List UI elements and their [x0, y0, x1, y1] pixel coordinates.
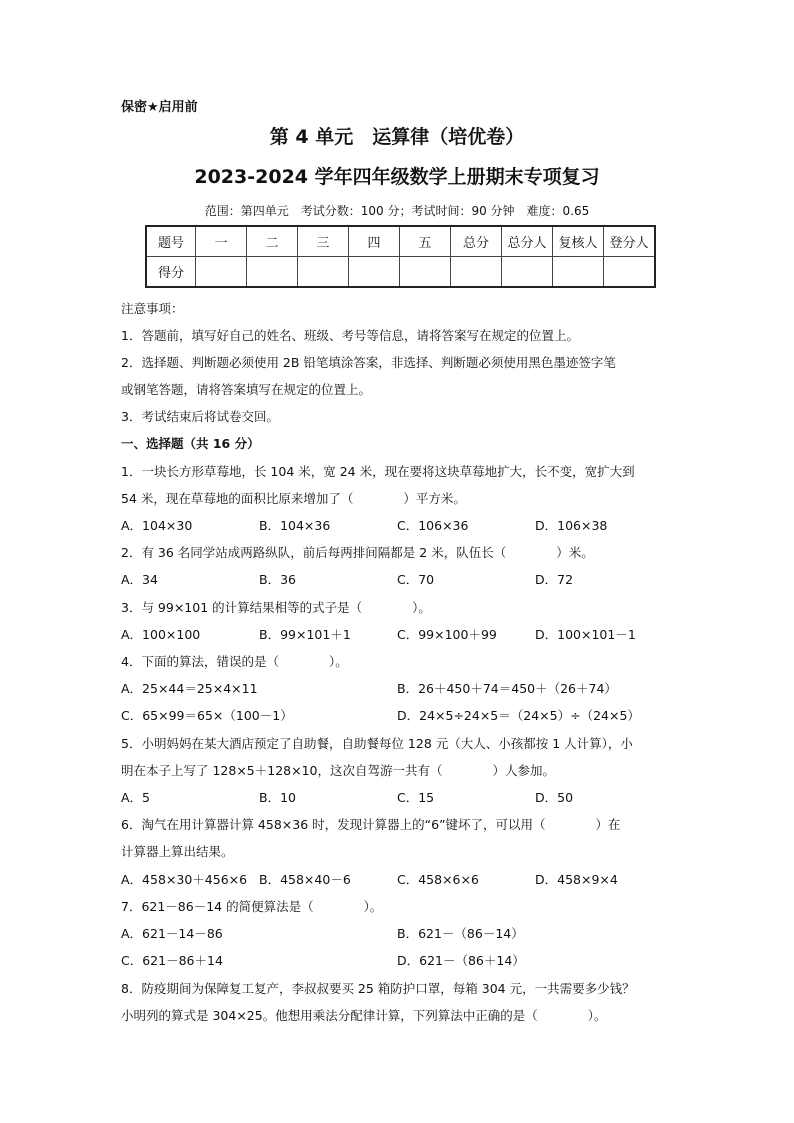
option-b[interactable]: B．10	[259, 790, 296, 805]
score-input-cell[interactable]	[604, 257, 656, 288]
score-input-cell[interactable]	[196, 257, 247, 288]
option-c[interactable]: C．99×100＋99	[397, 627, 497, 642]
option-a[interactable]: A．34	[121, 572, 158, 587]
option-a[interactable]: A．100×100	[121, 627, 201, 642]
option-c[interactable]: C．106×36	[397, 518, 469, 533]
score-cell: 二	[247, 226, 298, 257]
score-input-cell[interactable]	[502, 257, 553, 288]
option-a[interactable]: A．458×30＋456×6	[121, 872, 248, 887]
option-d[interactable]: D．458×9×4	[535, 872, 618, 887]
option-a[interactable]: A．25×44＝25×4×11	[121, 681, 258, 696]
option-c[interactable]: C．621－86＋14	[121, 953, 223, 968]
score-cell: 题号	[146, 226, 196, 257]
question-text: 8．防疫期间为保障复工复产，李叔叔要买 25 箱防护口罩，每箱 304 元，一共需要多少钱？	[121, 981, 635, 996]
question-text: 2．有 36 名同学站成两路纵队，前后每两排间隔都是 2 米，队伍长（ ）米。	[121, 545, 594, 560]
option-d[interactable]: D．24×5÷24×5＝（24×5）÷（24×5）	[397, 708, 640, 723]
score-input-cell[interactable]	[451, 257, 502, 288]
confidential-mark: 保密★启用前	[121, 100, 198, 115]
option-c[interactable]: C．458×6×6	[397, 872, 479, 887]
question-text: 小明列的算式是 304×25。他想用乘法分配律计算，下列算法中正确的是（ ）。	[121, 1008, 607, 1023]
note-item: 3．考试结束后将试卷交回。	[121, 409, 279, 424]
question-text: 计算器上算出结果。	[121, 844, 234, 859]
option-d[interactable]: D．621－（86＋14）	[397, 953, 525, 968]
score-cell: 总分人	[502, 226, 553, 257]
option-a[interactable]: A．5	[121, 790, 151, 805]
score-cell: 得分	[146, 257, 196, 288]
note-item: 2．选择题、判断题必须使用 2B 铅笔填涂答案，非选择、判断题必须使用黑色墨迹签字笔	[121, 355, 616, 370]
score-input-cell[interactable]	[247, 257, 298, 288]
score-input-cell[interactable]	[553, 257, 604, 288]
score-cell: 复核人	[553, 226, 604, 257]
score-cell: 登分人	[604, 226, 656, 257]
question-text: 3．与 99×101 的计算结果相等的式子是（ ）。	[121, 600, 431, 615]
exam-title: 第 4 单元 运算律（培优卷）	[269, 126, 525, 148]
question-text: 5．小明妈妈在某大酒店预定了自助餐，自助餐每位 128 元（大人、小孩都按 1 人计算），小	[121, 736, 633, 751]
option-b[interactable]: B．621－（86－14）	[397, 926, 524, 941]
option-d[interactable]: D．106×38	[535, 518, 608, 533]
option-a[interactable]: A．621－14－86	[121, 926, 223, 941]
question-text: 1．一块长方形草莓地，长 104 米，宽 24 米，现在要将这块草莓地扩大，长不变，宽扩大到	[121, 464, 635, 479]
option-c[interactable]: C．70	[397, 572, 435, 587]
score-table	[145, 225, 656, 288]
notes-heading: 注意事项：	[121, 301, 184, 316]
score-cell: 一	[196, 226, 247, 257]
note-item: 或钢笔答题，请将答案填写在规定的位置上。	[121, 382, 372, 397]
score-input-cell[interactable]	[349, 257, 400, 288]
question-text: 明在本子上写了 128×5＋128×10，这次自驾游一共有（ ）人参加。	[121, 763, 555, 778]
option-c[interactable]: C．15	[397, 790, 435, 805]
score-cell: 三	[298, 226, 349, 257]
option-b[interactable]: B．104×36	[259, 518, 331, 533]
note-item: 1．答题前，填写好自己的姓名、班级、考号等信息，请将答案写在规定的位置上。	[121, 328, 579, 343]
option-d[interactable]: D．100×101－1	[535, 627, 636, 642]
score-cell: 四	[349, 226, 400, 257]
section-heading: 一、选择题（共 16 分）	[121, 436, 260, 451]
option-b[interactable]: B．99×101＋1	[259, 627, 351, 642]
exam-subtitle: 2023-2024 学年四年级数学上册期末专项复习	[194, 166, 600, 188]
option-b[interactable]: B．458×40－6	[259, 872, 351, 887]
score-input-cell[interactable]	[298, 257, 349, 288]
option-b[interactable]: B．36	[259, 572, 296, 587]
question-text: 4．下面的算法，错误的是（ ）。	[121, 654, 348, 669]
score-cell: 五	[400, 226, 451, 257]
option-a[interactable]: A．104×30	[121, 518, 193, 533]
question-text: 6．淘气在用计算器计算 458×36 时，发现计算器上的“6”键坏了，可以用（ ）在	[121, 817, 621, 832]
score-table-score-row	[146, 257, 655, 288]
option-d[interactable]: D．50	[535, 790, 574, 805]
score-input-cell[interactable]	[400, 257, 451, 288]
option-c[interactable]: C．65×99＝65×（100－1）	[121, 708, 293, 723]
score-table-header-row	[146, 226, 655, 257]
exam-meta: 范围：第四单元 考试分数：100 分；考试时间：90 分钟 难度：0.65	[204, 204, 590, 218]
question-text: 7．621－86－14 的简便算法是（ ）。	[121, 899, 383, 914]
score-cell: 总分	[451, 226, 502, 257]
option-d[interactable]: D．72	[535, 572, 574, 587]
option-b[interactable]: B．26＋450＋74＝450＋（26＋74）	[397, 681, 617, 696]
question-text: 54 米，现在草莓地的面积比原来增加了（ ）平方米。	[121, 491, 466, 506]
